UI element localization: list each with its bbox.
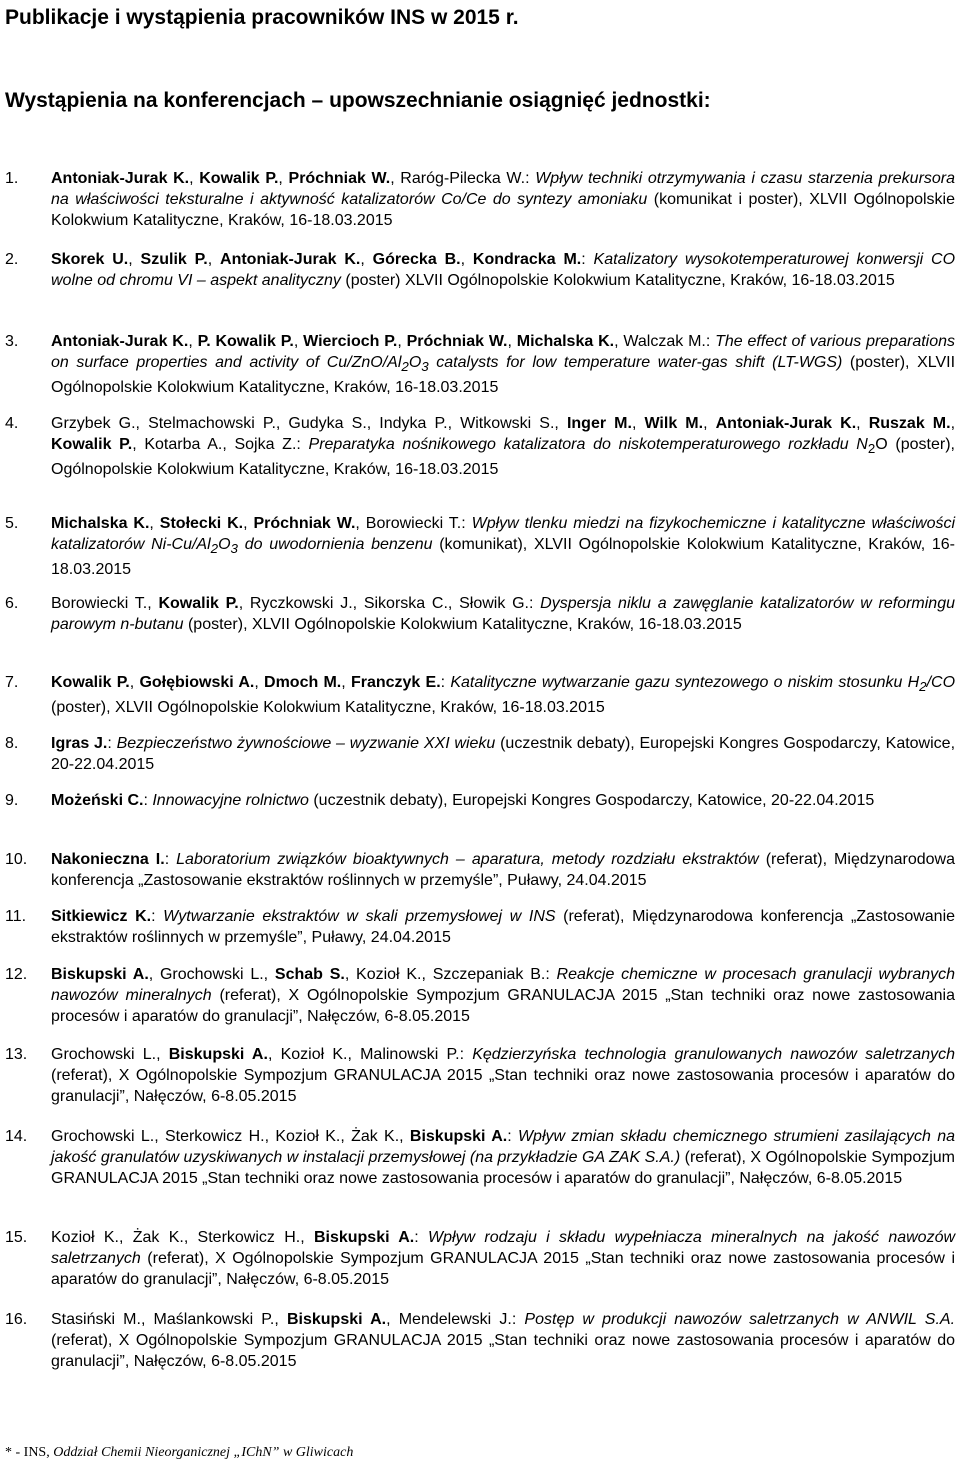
list-item <box>5 331 955 398</box>
list-item <box>5 1227 955 1290</box>
list-item <box>5 733 955 775</box>
item-number: 1. <box>5 170 19 187</box>
author-name: Antoniak-Jurak K. <box>715 415 857 432</box>
text-run: (komunikat i poster), XLVII Ogólnopolskie Kolokwium Katalityczne, Kraków, 16-18.03.2015 <box>51 191 956 229</box>
list-item <box>5 168 955 231</box>
item-text <box>51 964 955 1027</box>
author-name: Antoniak-Jurak K. <box>51 170 190 187</box>
title-text: Postęp w produkcji nawozów saletrzanych w ANWIL S.A. <box>524 1311 956 1328</box>
text-run: : <box>164 851 177 868</box>
author-name: Kowalik P. <box>158 595 239 612</box>
text-run: , <box>254 674 265 691</box>
text-run: , <box>507 333 517 350</box>
author-name: Kowalik P. <box>51 436 133 453</box>
item-number: 10. <box>5 851 28 868</box>
text-run: (referat), Międzynarodowa konferencja „Zastosowanie ekstraktów roślinnych w przemyśle”, Puławy, 24.04.2015 <box>51 908 956 946</box>
item-number: 8. <box>5 735 19 752</box>
author-name: Biskupski A. <box>286 1311 387 1328</box>
title-text: Wpływ tlenku miedzi na fizykochemiczne i katalityczne właściwości katalizatorów Ni-Cu/Al <box>51 515 956 553</box>
title-text: Kędzierzyńska technologia granulowanych nawozów saletrzanych <box>472 1046 955 1063</box>
text-run: : <box>107 735 117 752</box>
item-number: 5. <box>5 515 19 532</box>
text-run: , <box>460 251 473 268</box>
item-number: 14. <box>5 1128 28 1145</box>
title-text: Oddział Chemii Nieorganicznej „IChN” w Gliwicach <box>53 1445 354 1460</box>
title-text: Preparatyka nośnikowego katalizatora do niskotemperaturowego rozkładu N <box>308 436 868 453</box>
title-text: catalysts for low temperature water-gas shift (LT-WGS) <box>428 354 843 371</box>
item-number: 9. <box>5 792 19 809</box>
title-text: Laboratorium związków bioaktywnych – aparatura, metody rozdziału ekstraktów <box>176 851 759 868</box>
list-item <box>5 1309 955 1372</box>
title-text: Wpływ zmian składu chemicznego strumieni zasilających na jakość granulatów uzyskiwanych w instalacji przemysłowej (na przykładzie GA ZAK S.A.) <box>51 1128 956 1166</box>
author-name: Schab S. <box>274 966 345 983</box>
list-item <box>5 1126 955 1189</box>
text-run: , Mendelewski J.: <box>386 1311 525 1328</box>
footnote <box>5 1444 353 1462</box>
subscript: 3 <box>230 541 238 557</box>
item-number: 6. <box>5 595 19 612</box>
item-text <box>51 906 955 948</box>
text-run: (uczestnik debaty), Europejski Kongres Gospodarczy, Katowice, 20-22.04.2015 <box>51 735 956 773</box>
text-run: , <box>189 170 200 187</box>
text-run: , Ryczkowski J., Sikorska C., Słowik G.: <box>238 595 541 612</box>
list-item <box>5 513 955 580</box>
list-item <box>5 672 955 718</box>
item-text <box>51 331 955 398</box>
title-text: do uwodornienia benzenu <box>237 536 433 553</box>
text-run: Kozioł K., Żak K., Sterkowicz H., <box>51 1229 314 1246</box>
text-run: (poster), XLVII Ogólnopolskie Kolokwium Katalityczne, Kraków, 16-18.03.2015 <box>51 354 956 397</box>
author-name: P. Kowalik P. <box>197 333 294 350</box>
text-run: (poster) XLVII Ogólnopolskie Kolokwium Katalityczne, Kraków, 16-18.03.2015 <box>340 272 895 289</box>
text-run: Grochowski L., <box>51 1046 169 1063</box>
text-run: , Kotarba A., Sojka Z.: <box>132 436 309 453</box>
author-name: Biskupski A. <box>51 966 149 983</box>
text-run: (referat), X Ogólnopolskie Sympozjum GRANULACJA 2015 „Stan techniki oraz nowe zastosowania procesów i aparatów do granulacji”, Nałęczów, 6-8.05.2015 <box>51 1067 955 1105</box>
item-text <box>51 168 955 231</box>
author-name: Michalska K. <box>51 515 150 532</box>
text-run: , Raróg-Pilecka W.: <box>390 170 536 187</box>
author-name: Sitkiewicz K. <box>51 908 152 925</box>
title-text: Bezpieczeństwo żywnościowe – wyzwanie XXI wieku <box>116 735 496 752</box>
author-name: Skorek U. <box>51 251 129 268</box>
author-name: Możeński C. <box>51 792 144 809</box>
text-run: , <box>243 515 254 532</box>
text-run: (referat), X Ogólnopolskie Sympozjum GRANULACJA 2015 „Stan techniki oraz nowe zastosowania procesów i aparatów do granulacji”, Nałęczów, 6-8.05.2015 <box>51 987 956 1025</box>
text-run: (referat), X Ogólnopolskie Sympozjum GRANULACJA 2015 „Stan techniki oraz nowe zastosowania procesów i aparatów do granulacji”, Nałęczów, 6-8.05.2015 <box>51 1332 955 1370</box>
author-name: Michalska K. <box>516 333 615 350</box>
item-number: 2. <box>5 251 19 268</box>
author-name: Wiercioch P. <box>303 333 398 350</box>
text-run: , <box>703 415 716 432</box>
author-name: Kondracka M. <box>472 251 582 268</box>
text-run: * - INS, <box>5 1445 54 1460</box>
author-name: Wilk M. <box>644 415 704 432</box>
item-number: 15. <box>5 1229 28 1246</box>
item-number: 11. <box>5 908 27 925</box>
text-run: , <box>128 251 141 268</box>
author-name: Inger M. <box>566 415 632 432</box>
author-name: Kowalik P. <box>51 674 130 691</box>
title-text: O <box>218 536 231 553</box>
text-run: Stasiński M., Maślankowski P., <box>51 1311 287 1328</box>
text-run: Borowiecki T., <box>51 595 159 612</box>
text-run: : <box>151 908 164 925</box>
title-text: Innowacyjne rolnictwo <box>152 792 309 809</box>
text-run: , Borowiecki T.: <box>355 515 472 532</box>
item-number: 12. <box>5 966 28 983</box>
text-run: (uczestnik debaty), Europejski Kongres Gospodarczy, Katowice, 20-22.04.2015 <box>308 792 875 809</box>
author-name: Próchniak W. <box>406 333 508 350</box>
item-number: 16. <box>5 1311 28 1328</box>
item-text <box>51 1044 955 1107</box>
list-item <box>5 1044 955 1107</box>
author-name: Franczyk E. <box>350 674 441 691</box>
title-text: Dyspersja niklu a zawęglanie katalizatorów w reformingu parowym n-butanu <box>51 595 956 633</box>
list-item <box>5 413 955 480</box>
text-run: , <box>397 333 407 350</box>
text-run: , <box>149 515 160 532</box>
text-run: : <box>507 1128 518 1145</box>
author-name: Gołębiowski A. <box>139 674 255 691</box>
text-run: , <box>188 333 198 350</box>
title-text: Reakcje chemiczne w procesach granulacji wybranych nawozów mineralnych <box>51 966 956 1004</box>
list-item <box>5 906 955 948</box>
text-run: , <box>278 170 289 187</box>
text-run: (komunikat), XLVII Ogólnopolskie Kolokwium Katalityczne, Kraków, 16-18.03.2015 <box>51 536 956 579</box>
author-name: Szulik P. <box>140 251 208 268</box>
item-text <box>51 790 955 811</box>
title-text: /CO <box>926 674 956 691</box>
text-run: (referat), X Ogólnopolskie Sympozjum GRANULACJA 2015 „Stan techniki oraz nowe zastosowania procesów i aparatów do granulacji”, Nałęczów, 6-8.05.2015 <box>51 1149 956 1187</box>
item-text <box>51 1227 955 1290</box>
text-run: : <box>581 251 594 268</box>
text-run: , <box>360 251 373 268</box>
author-name: Dmoch M. <box>264 674 342 691</box>
author-name: Nakonieczna I. <box>51 851 165 868</box>
list-item <box>5 790 955 811</box>
text-run: : <box>414 1229 428 1246</box>
subscript: 2 <box>210 541 219 557</box>
text-run: , <box>129 674 140 691</box>
list-item <box>5 249 955 291</box>
list-item <box>5 964 955 1027</box>
item-text <box>51 733 955 775</box>
text-run: (referat), X Ogólnopolskie Sympozjum GRANULACJA 2015 „Stan techniki oraz nowe zastosowania procesów i aparatów do granulacji”, Nałęczów, 6-8.05.2015 <box>51 1250 955 1288</box>
item-text <box>51 413 955 480</box>
text-run: , Walczak M.: <box>614 333 716 350</box>
text-run: Grochowski L., Sterkowicz H., Kozioł K., Żak K., <box>51 1128 410 1145</box>
author-name: Biskupski A. <box>168 1046 268 1063</box>
text-run: : <box>440 674 451 691</box>
text-run: (poster), XLVII Ogólnopolskie Kolokwium Katalityczne, Kraków, 16-18.03.2015 <box>183 616 742 633</box>
text-run: (poster), XLVII Ogólnopolskie Kolokwium Katalityczne, Kraków, 16-18.03.2015 <box>51 699 605 717</box>
subscript: 2 <box>401 359 409 375</box>
text-run: , <box>856 415 869 432</box>
item-text <box>51 1126 955 1189</box>
text-run: O (poster), Ogólnopolskie Kolokwium Katalityczne, Kraków, 16-18.03.2015 <box>51 436 956 479</box>
author-name: Kowalik P. <box>199 170 279 187</box>
text-run: , Kozioł K., Szczepaniak B.: <box>344 966 557 983</box>
author-name: Stołecki K. <box>159 515 244 532</box>
text-run: , <box>950 415 956 432</box>
title-text: Wpływ techniki otrzymywania i czasu starzenia prekursora na właściwości teksturalne i aktywność katalizatorów Co/Ce do syntezy amoniaku <box>51 170 956 208</box>
title-text: Katalizatory wysokotemperaturowej konwersji CO wolne od chromu VI – aspekt analityczny <box>51 251 956 289</box>
author-name: Próchniak W. <box>253 515 356 532</box>
item-number: 4. <box>5 415 19 432</box>
list-item <box>5 849 955 891</box>
title-text: O <box>408 354 422 371</box>
author-name: Biskupski A. <box>409 1128 508 1145</box>
page-title: Publikacje i wystąpienia pracowników INS w 2015 r. <box>5 6 519 29</box>
text-run: , <box>207 251 221 268</box>
author-name: Górecka B. <box>372 251 461 268</box>
author-name: Próchniak W. <box>288 170 391 187</box>
item-text <box>51 849 955 891</box>
item-number: 3. <box>5 333 19 350</box>
title-text: Katalityczne wytwarzanie gazu syntezowego o niskim stosunku H <box>450 674 920 691</box>
section-heading: Wystąpienia na konferencjach – upowszechnianie osiągnięć jednostki: <box>5 89 711 112</box>
text-run: : <box>143 792 153 809</box>
subscript: 2 <box>867 441 876 457</box>
text-run: , Grochowski L., <box>148 966 275 983</box>
text-run: , Kozioł K., Malinowski P.: <box>267 1046 473 1063</box>
text-run: Grzybek G., Stelmachowski P., Gudyka S., Indyka P., Witkowski S., <box>51 415 567 432</box>
text-run: , <box>293 333 304 350</box>
subscript: 3 <box>421 359 429 375</box>
text-run: (referat), Międzynarodowa konferencja „Zastosowanie ekstraktów roślinnych w przemyśle”, Puławy, 24.04.2015 <box>51 851 956 889</box>
item-text <box>51 249 955 291</box>
item-text <box>51 513 955 580</box>
author-name: Ruszak M. <box>868 415 951 432</box>
title-text: The effect of various preparations on surface properties and activity of Cu/ZnO/Al <box>51 333 956 371</box>
subscript: 2 <box>919 679 927 695</box>
item-number: 13. <box>5 1046 28 1063</box>
author-name: Antoniak-Jurak K. <box>51 333 189 350</box>
item-number: 7. <box>5 674 19 691</box>
list-item <box>5 593 955 635</box>
title-text: Wytwarzanie ekstraktów w skali przemysłowej w INS <box>163 908 556 925</box>
author-name: Antoniak-Jurak K. <box>220 251 361 268</box>
title-text: Wpływ rodzaju i składu wypełniacza mineralnych na jakość nawozów saletrzanych <box>51 1229 956 1267</box>
item-text <box>51 1309 955 1372</box>
item-text <box>51 593 955 635</box>
author-name: Igras J. <box>51 735 108 752</box>
text-run: , <box>341 674 351 691</box>
author-name: Biskupski A. <box>313 1229 415 1246</box>
text-run: , <box>631 415 645 432</box>
item-text <box>51 672 955 718</box>
